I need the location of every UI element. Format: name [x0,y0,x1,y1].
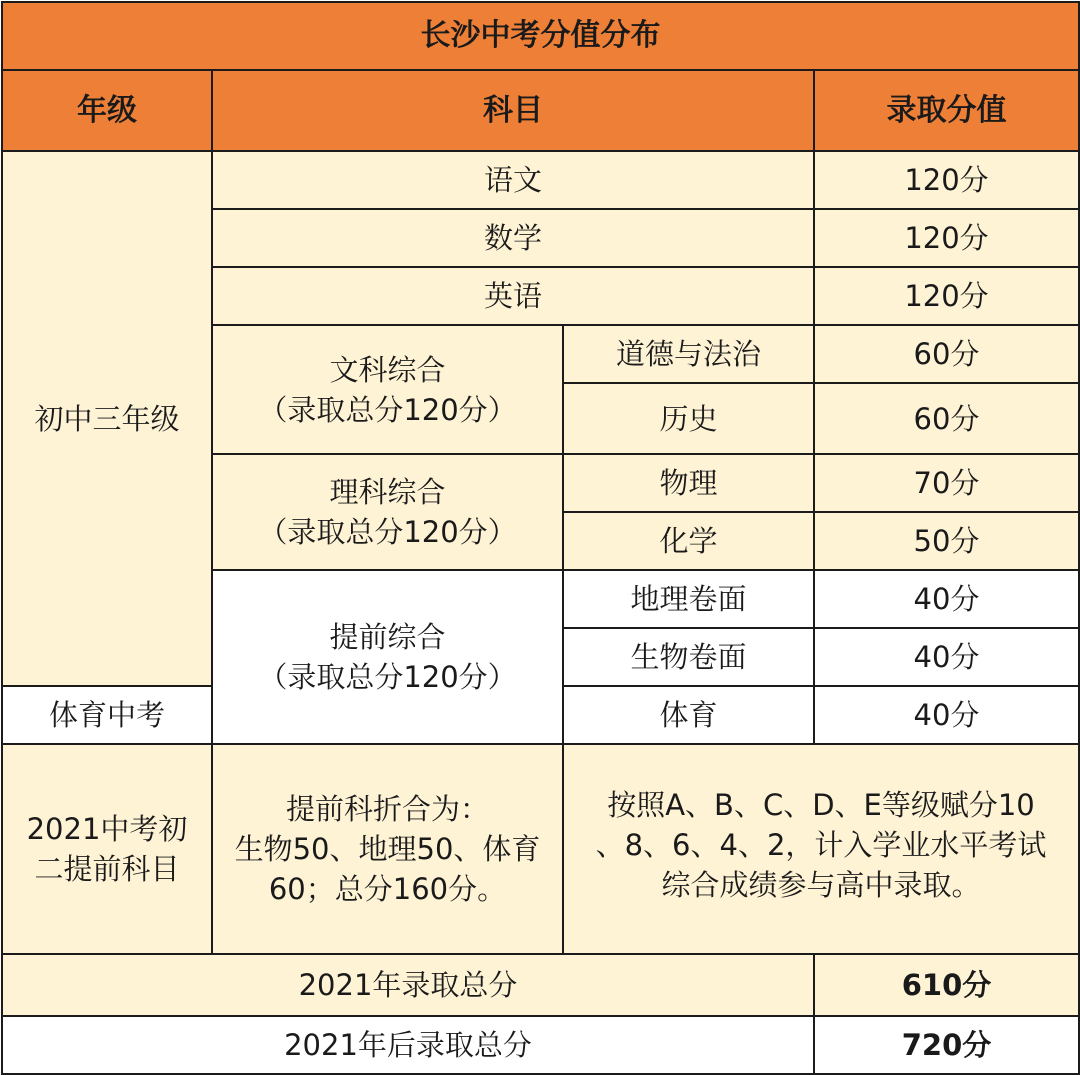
total-2021-score: 610分 [814,954,1079,1016]
note-2021-label [2,744,212,954]
total-after-2021-score: 720分 [814,1016,1079,1074]
score-geography-paper: 40分 [814,570,1079,628]
total-2021-label: 2021年录取总分 [2,954,814,1016]
liberal-arts-total: （录取总分120分） [258,392,517,427]
science-group [212,454,563,570]
advance-name: 提前综合 [329,620,446,654]
subject-chinese: 语文 [212,151,814,209]
science-name: 理科综合 [329,475,446,509]
subject-geography-paper: 地理卷面 [563,570,814,628]
conversion-line: 生物50、地理50、体育 [234,832,541,866]
grading-line: 按照A、B、C、D、E等级赋分10 [607,788,1035,822]
score-english: 120分 [814,267,1079,325]
score-distribution-table [1,1,1080,1075]
header-subject: 科目 [212,70,814,151]
subject-biology-paper: 生物卷面 [563,628,814,686]
subject-morality-law: 道德与法治 [563,325,814,383]
note-2021-label-line1: 2021中考初 [26,812,188,846]
table-title: 长沙中考分值分布 [2,2,1079,70]
advance-total: （录取总分120分） [258,660,517,694]
header-grade: 年级 [2,70,212,151]
conversion-line: 60；总分160分。 [268,872,507,906]
total-after-2021-label: 2021年后录取总分 [2,1016,814,1074]
score-physics: 70分 [814,454,1079,512]
score-math: 120分 [814,209,1079,267]
liberal-arts-group [212,325,563,454]
score-chemistry: 50分 [814,512,1079,570]
note-2021-label-line2: 二提前科目 [34,852,180,886]
grading-line: 综合成绩参与高中录取。 [661,868,981,902]
score-pe: 40分 [814,686,1079,744]
liberal-arts-name: 文科综合 [329,352,446,387]
advance-group [212,570,563,744]
subject-english: 英语 [212,267,814,325]
grade3-label: 初中三年级 [2,151,212,686]
subject-physics: 物理 [563,454,814,512]
subject-math: 数学 [212,209,814,267]
score-chinese: 120分 [814,151,1079,209]
subject-pe: 体育 [563,686,814,744]
pe-exam-label: 体育中考 [2,686,212,744]
note-2021-conversion [212,744,563,954]
conversion-line: 提前科折合为： [285,792,489,826]
header-score: 录取分值 [814,70,1079,151]
score-history: 60分 [814,383,1079,454]
score-biology-paper: 40分 [814,628,1079,686]
subject-history: 历史 [563,383,814,454]
score-morality-law: 60分 [814,325,1079,383]
science-total: （录取总分120分） [258,515,517,549]
grading-line: 、8、6、4、2，计入学业水平考试 [595,828,1047,862]
note-2021-grading [563,744,1079,954]
subject-chemistry: 化学 [563,512,814,570]
